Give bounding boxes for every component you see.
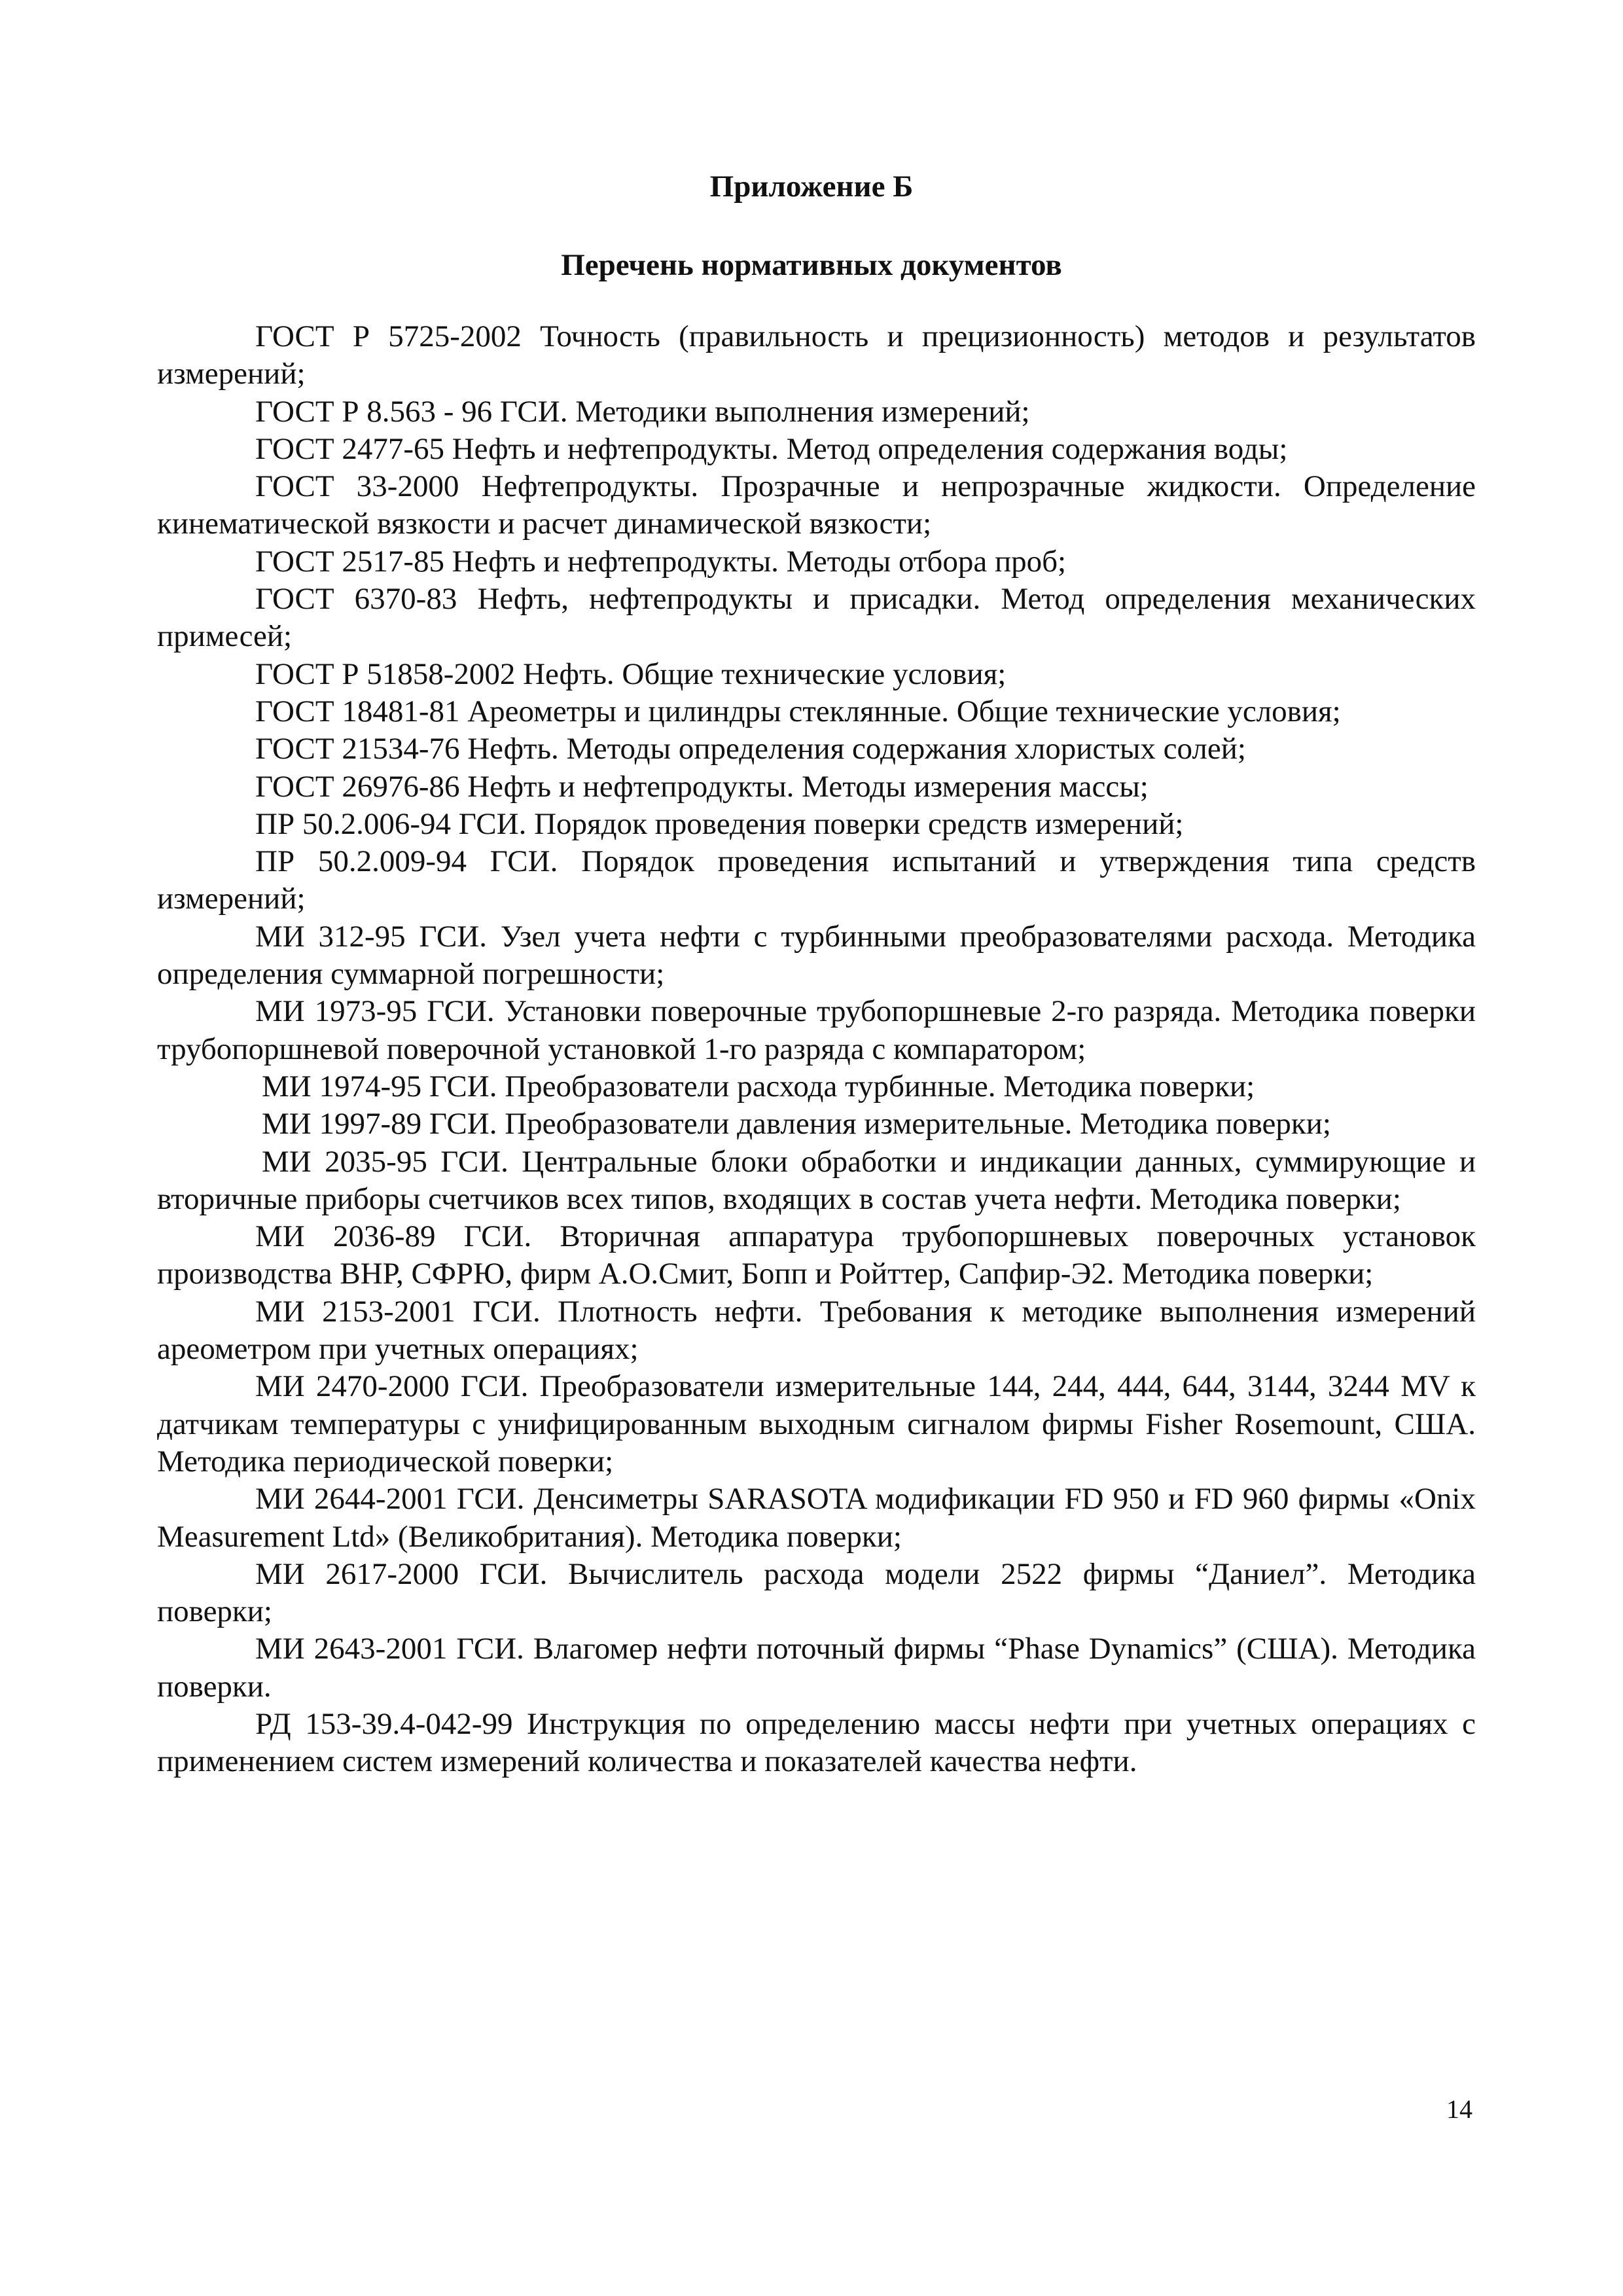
list-item: МИ 2036-89 ГСИ. Вторичная аппаратура трубопоршневых поверочных установок производства ВНР, СФРЮ, фирм А.О.Смит, Бопп и Ройттер, Сапфир-Э2. Методика поверки; <box>157 1219 1476 1291</box>
list-item: ГОСТ 2477-65 Нефть и нефтепродукты. Метод определения содержания воды; <box>255 431 1288 466</box>
list-item: ГОСТ Р 51858-2002 Нефть. Общие технические условия; <box>255 656 1007 691</box>
list-item: ГОСТ 2517-85 Нефть и нефтепродукты. Методы отбора проб; <box>255 544 1067 579</box>
list-item: МИ 2644-2001 ГСИ. Денсиметры SARASOTA модификации FD 950 и FD 960 фирмы «Onix Measurement Ltd» (Великобритания). Методика поверки; <box>157 1482 1476 1554</box>
list-item: МИ 1973-95 ГСИ. Установки поверочные трубопоршневые 2-го разряда. Методика поверки трубопоршневой поверочной установкой 1-го разряда с компаратором; <box>157 994 1476 1066</box>
list-item: ГОСТ 26976-86 Нефть и нефтепродукты. Методы измерения массы; <box>255 769 1149 804</box>
page-number: 14 <box>1446 2094 1472 2124</box>
list-item: МИ 1997-89 ГСИ. Преобразователи давления измерительные. Методика поверки; <box>262 1107 1331 1141</box>
list-item: МИ 2617-2000 ГСИ. Вычислитель расхода модели 2522 фирмы “Даниел”. Методика поверки; <box>157 1556 1476 1629</box>
list-item: ГОСТ 18481-81 Ареометры и цилиндры стеклянные. Общие технические условия; <box>255 694 1341 728</box>
list-item: РД 153-39.4-042-99 Инструкция по определению массы нефти при учетных операциях с применением систем измерений количества и показателей качества нефти. <box>157 1706 1476 1779</box>
list-item: МИ 2470-2000 ГСИ. Преобразователи измерительные 144, 244, 444, 644, 3144, 3244 MV к датчикам температуры с унифицированным выходным сигналом фирмы Fisher Rosemount, США. Методика периодической поверки; <box>157 1369 1476 1479</box>
list-item: ГОСТ 6370-83 Нефть, нефтепродукты и присадки. Метод определения механических примесей; <box>157 582 1476 654</box>
list-item: МИ 2153-2001 ГСИ. Плотность нефти. Требования к методике выполнения измерений ареометром при учетных операциях; <box>157 1294 1476 1367</box>
list-item: ГОСТ 33-2000 Нефтепродукты. Прозрачные и непрозрачные жидкости. Определение кинематической вязкости и расчет динамической вязкости; <box>157 469 1476 541</box>
document-list <box>157 318 1476 1781</box>
list-item: МИ 1974-95 ГСИ. Преобразователи расхода турбинные. Методика поверки; <box>262 1069 1255 1103</box>
list-item: ГОСТ 21534-76 Нефть. Методы определения содержания хлористых солей; <box>255 732 1246 766</box>
list-item: МИ 2643-2001 ГСИ. Влагомер нефти поточный фирмы “Phase Dynamics” (США). Методика поверки. <box>157 1632 1476 1704</box>
list-title: Перечень нормативных документов <box>561 248 1062 282</box>
list-item: МИ 312-95 ГСИ. Узел учета нефти с турбинными преобразователями расхода. Методика определения суммарной погрешности; <box>157 919 1476 992</box>
list-item: ГОСТ Р 8.563 - 96 ГСИ. Методики выполнения измерений; <box>255 394 1030 429</box>
appendix-title: Приложение Б <box>709 170 914 204</box>
list-item: ПР 50.2.006-94 ГСИ. Порядок проведения поверки средств измерений; <box>255 806 1184 841</box>
list-item: МИ 2035-95 ГСИ. Центральные блоки обработки и индикации данных, суммирующие и вторичные приборы счетчиков всех типов, входящих в состав учета нефти. Методика поверки; <box>157 1144 1476 1216</box>
list-item: ПР 50.2.009-94 ГСИ. Порядок проведения испытаний и утверждения типа средств измерений; <box>157 844 1476 916</box>
list-item: ГОСТ Р 5725-2002 Точность (правильность и прецизионность) методов и результатов измерений; <box>157 319 1476 391</box>
